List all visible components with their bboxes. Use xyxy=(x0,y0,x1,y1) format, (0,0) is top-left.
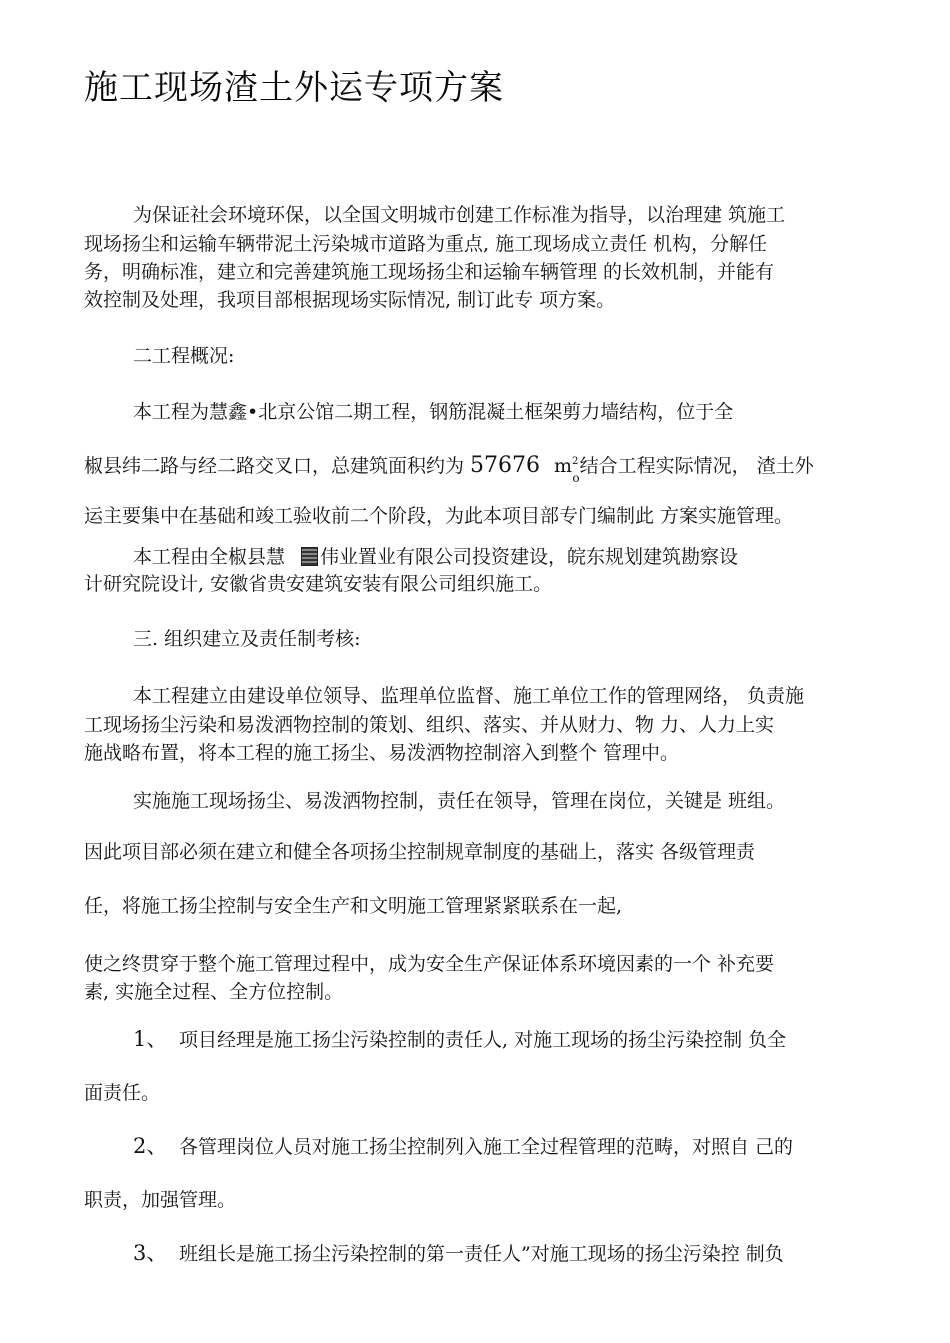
list-item xyxy=(133,1027,786,1052)
section-heading: 三. 组织建立及责任制考核: xyxy=(133,628,361,650)
full-stop-mark: o xyxy=(572,471,580,485)
text-span: 伟业置业有限公司投资建设，皖东规划建筑勘察设 xyxy=(320,546,739,568)
list-number: 2、 xyxy=(133,1134,168,1158)
paragraph-line: 运主要集中在基础和竣工验收前二个阶段，为此本项目部专门编制此 方案实施管理。 xyxy=(84,505,794,527)
area-value: 57676 xyxy=(470,453,541,478)
list-item-continuation: 职责，加强管理。 xyxy=(84,1189,237,1211)
list-item-text: 各管理岗位人员对施工扬尘控制列入施工全过程管理的范畴，对照自 己的 xyxy=(179,1136,794,1158)
paragraph-line: 本工程为慧鑫•北京公馆二期工程，钢筋混凝土框架剪力墙结构，位于全 xyxy=(133,401,734,423)
paragraph-line: 计研究院设计, 安徽省贵安建筑安装有限公司组织施工。 xyxy=(84,573,553,595)
intro-line: 为保证社会环境环保，以全国文明城市创建工作标准为指导，以治理建 筑施工 xyxy=(133,204,786,226)
list-item xyxy=(133,1134,793,1159)
intro-line: 务，明确标准，建立和完善建筑施工现场扬尘和运输车辆管理 的长效机制，并能有 xyxy=(84,261,775,283)
list-item-continuation: 面责任。 xyxy=(84,1082,161,1104)
document-title: 施工现场渣土外运专项方案 xyxy=(84,68,504,108)
paragraph-line: 施战略布置，将本工程的施工扬尘、易泼洒物控制溶入到整个 管理中。 xyxy=(84,742,680,764)
paragraph-line-with-area xyxy=(84,450,814,490)
area-unit: m xyxy=(554,455,573,477)
text-span: 结合工程实际情况， 渣土外 xyxy=(579,455,814,477)
paragraph-line: 工现场扬尘污染和易泼洒物控制的策划、组织、落实、并从财力、物 力、人力上实 xyxy=(84,714,775,736)
list-item xyxy=(133,1241,784,1266)
text-span: 本工程由全椒县慧 xyxy=(133,546,286,568)
paragraph-line: 本工程建立由建设单位领导、监理单位监督、施工单位工作的管理网络， 负责施 xyxy=(133,685,805,707)
paragraph-line: 任，将施工扬尘控制与安全生产和文明施工管理紧紧联系在一起, xyxy=(84,895,623,917)
paragraph-line: 素, 实施全过程、全方位控制。 xyxy=(84,981,344,1003)
intro-line: 现场扬尘和运输车辆带泥土污染城市道路为重点, 施工现场成立责任 机构，分解任 xyxy=(84,233,768,255)
paragraph-line: 使之终贯穿于整个施工管理过程中，成为安全生产保证体系环境因素的一个 补充要 xyxy=(84,953,775,975)
paragraph-line: 实施施工现场扬尘、易泼洒物控制，责任在领导，管理在岗位，关键是 班组。 xyxy=(133,790,786,812)
list-number: 1、 xyxy=(133,1027,168,1051)
list-number: 3、 xyxy=(133,1241,168,1265)
section-heading: 二工程概况: xyxy=(133,345,235,367)
company-seal-icon xyxy=(301,547,318,566)
list-item-text: 班组长是施工扬尘污染控制的第一责任人”对施工现场的扬尘污染控 制负 xyxy=(179,1243,784,1265)
area-unit-superscript: 2 xyxy=(572,456,579,467)
paragraph-line xyxy=(133,545,738,569)
intro-line: 效控制及处理，我项目部根据现场实际情况, 制订此专 项方案。 xyxy=(84,289,616,311)
list-item-text: 项目经理是施工扬尘污染控制的责任人, 对施工现场的扬尘污染控制 负全 xyxy=(179,1029,787,1051)
text-span: 椒县纬二路与经二路交叉口，总建筑面积约为 xyxy=(84,455,465,477)
paragraph-line: 因此项目部必须在建立和健全各项扬尘控制规章制度的基础上，落实 各级管理责 xyxy=(84,841,756,863)
